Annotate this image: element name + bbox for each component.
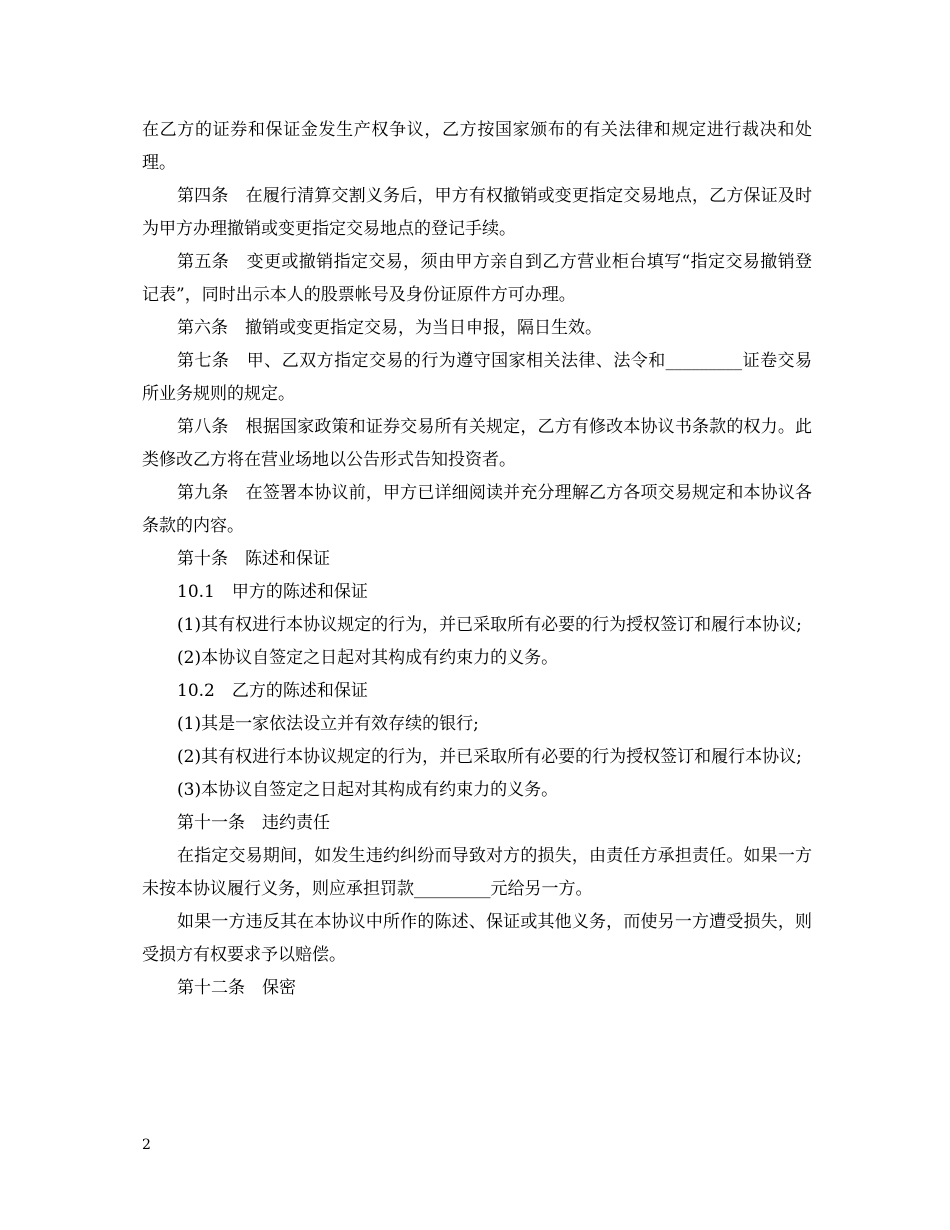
article-11-para-2: 如果一方违反其在本协议中所作的陈述、保证或其他义务，而使另一方遭受损失，则受损方有权要求予以赔偿。 xyxy=(142,912,812,965)
section-10-2-heading: 10.2 乙方的陈述和保证 xyxy=(177,681,368,701)
article-4: 第四条 在履行清算交割义务后，甲方有权撤销或变更指定交易地点，乙方保证及时为甲方办理撤销或变更指定交易地点的登记手续。 xyxy=(142,186,812,239)
page-number: 2 xyxy=(142,1137,151,1153)
article-11-para-1: 在指定交易期间，如发生违约纠纷而导致对方的损失，由责任方承担责任。如果一方未按本协议履行义务，则应承担罚款_________元给另一方。 xyxy=(142,846,812,899)
article-9: 第九条 在签署本协议前，甲方已详细阅读并充分理解乙方各项交易规定和本协议各条款的内容。 xyxy=(142,483,812,536)
section-10-2-item-1: (1)其是一家依法设立并有效存续的银行; xyxy=(177,714,479,734)
article-8: 第八条 根据国家政策和证券交易所有关规定，乙方有修改本协议书条款的权力。此类修改乙方将在营业场地以公告形式告知投资者。 xyxy=(142,417,812,470)
section-10-2-item-2: (2)其有权进行本协议规定的行为，并已采取所有必要的行为授权签订和履行本协议; xyxy=(177,747,802,767)
section-10-1-item-1: (1)其有权进行本协议规定的行为，并已采取所有必要的行为授权签订和履行本协议; xyxy=(177,615,802,635)
document-body xyxy=(142,114,812,1005)
article-7: 第七条 甲、乙双方指定交易的行为遵守国家相关法律、法令和_________证卷交易所业务规则的规定。 xyxy=(142,351,812,404)
article-11-heading: 第十一条 违约责任 xyxy=(177,813,330,833)
paragraph: 在乙方的证券和保证金发生产权争议，乙方按国家颁布的有关法律和规定进行裁决和处理。 xyxy=(142,120,812,173)
article-6: 第六条 撤销或变更指定交易，为当日申报，隔日生效。 xyxy=(177,318,602,338)
section-10-1-item-2: (2)本协议自签定之日起对其构成有约束力的义务。 xyxy=(177,648,559,668)
article-12-heading: 第十二条 保密 xyxy=(177,978,296,998)
article-5: 第五条 变更或撤销指定交易，须由甲方亲自到乙方营业柜台填写“指定交易撤销登记表”，同时出示本人的股票帐号及身份证原件方可办理。 xyxy=(142,252,812,305)
section-10-2-item-3: (3)本协议自签定之日起对其构成有约束力的义务。 xyxy=(177,780,559,800)
section-10-1-heading: 10.1 甲方的陈述和保证 xyxy=(177,582,368,602)
article-10-heading: 第十条 陈述和保证 xyxy=(177,549,330,569)
